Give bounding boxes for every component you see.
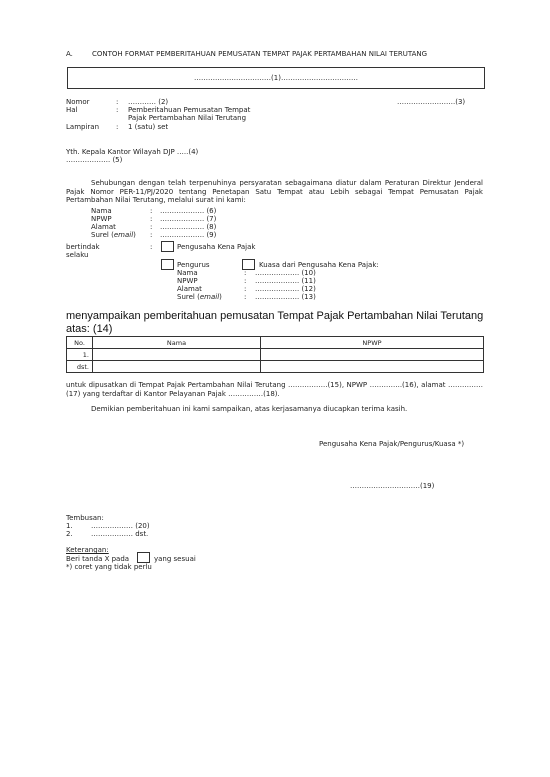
kuasa-nama-value: ………………. (10) [255,269,316,277]
example-checkbox [137,552,150,563]
copies-label: Tembusan: [66,514,104,522]
copy-item-number: 2. [66,530,73,538]
table-header-row [67,337,484,349]
hal-label: Hal [66,106,78,114]
row-npwp[interactable] [261,349,484,361]
row-npwp[interactable] [261,361,484,373]
identity-nama-label: Nama [91,207,112,215]
col-header-npwp: NPWP [261,337,484,349]
identity-surel-value: ………………. (9) [160,231,217,239]
letterhead-placeholder: ……………………………(1)…………………………… [194,74,358,82]
kuasa-nama-label: Nama [177,269,198,277]
row-no: dst. [67,361,93,373]
copy-item-value: ……………… dst. [91,530,149,538]
lampiran-label: Lampiran [66,123,100,131]
statement-heading: menyampaikan pemberitahuan pemusatan Tempat Pajak Pertambahan Nilai Terutang atas: (14) [66,310,484,335]
identity-npwp-value: ………………. (7) [160,215,217,223]
pengurus-option-label: Pengurus [177,261,210,269]
kuasa-alamat-value: ………………. (12) [255,285,316,293]
identity-colon: : [150,223,153,231]
kuasa-npwp-label: NPWP [177,277,198,285]
addressee-line2: ………………. (5) [66,156,123,164]
kuasa-colon: : [244,293,247,301]
row-nama[interactable] [93,361,261,373]
nomor-value: ………… (2) [128,98,169,106]
kuasa-surel-label: Surel (email) [177,293,222,301]
hal-value-line1: Pemberitahuan Pemusatan Tempat [128,106,251,114]
kuasa-surel-word: Surel [177,293,195,301]
centralization-paragraph: untuk dipusatkan di Tempat Pajak Pertambahan Nilai Terutang ……………..(15), NPWP …………..(16), alamat ……………(17) yang terdaftar di Kantor Pelayanan Pajak ……………(18). [66,381,483,398]
closing-sentence: Demikian pemberitahuan ini kami sampaikan, atas kerjasamanya diucapkan terima kasih. [91,405,408,413]
kuasa-option-label: Kuasa dari Pengusaha Kena Pajak: [259,261,379,269]
lampiran-value: 1 (satu) set [128,123,169,131]
acting-label-line2: selaku [66,251,89,259]
identity-colon: : [150,215,153,223]
kuasa-npwp-value: ………………. (11) [255,277,316,285]
acting-label-line1: bertindak [66,243,100,251]
row-no: 1. [67,349,93,361]
identity-alamat-value: ………………. (8) [160,223,217,231]
signatory-title: Pengusaha Kena Pajak/Pengurus/Kuasa *) [319,440,465,448]
intro-paragraph: Sehubungan dengan telah terpenuhinya persyaratan sebagaimana diatur dalam Peraturan Direktur Jenderal Pajak Nomor PER-11/PJ/2020 tentang Penetapan Satu Tempat atau Lebih sebagai Tempat Pemusatan Pajak Pertambahan Nilai Terutang, melalui surat ini kami: [66,179,483,204]
notes-line1-suffix: yang sesuai [154,555,196,563]
pkp-option-label: Pengusaha Kena Pajak [177,243,256,251]
nomor-label: Nomor [66,98,90,106]
table-row [67,349,484,361]
kuasa-alamat-label: Alamat [177,285,202,293]
copy-item-value: ……………… (20) [91,522,150,530]
hal-value-line2: Pajak Pertambahan Nilai Terutang [128,114,247,122]
lampiran-colon: : [116,123,119,131]
notes-label-text: Keterangan: [66,546,109,554]
identity-surel-label: Surel (email) [91,231,136,239]
notes-line1-text: Beri tanda X pada [66,555,130,563]
kuasa-colon: : [244,269,247,277]
nomor-colon: : [116,98,119,106]
identity-alamat-label: Alamat [91,223,116,231]
identity-surel-email: email [113,231,134,239]
kuasa-colon: : [244,285,247,293]
date-value: …………………….(3) [397,98,466,106]
identity-nama-value: ………………. (6) [160,207,217,215]
row-nama[interactable] [93,349,261,361]
kuasa-surel-email: email [199,293,220,301]
addressee-line1: Yth. Kepala Kantor Wilayah DJP …..(4) [66,148,199,156]
identity-colon: : [150,207,153,215]
hal-colon: : [116,106,119,114]
kuasa-surel-value: ………………. (13) [255,293,316,301]
identity-colon: : [150,231,153,239]
col-header-nama: Nama [93,337,261,349]
notes-label [66,546,109,554]
section-letter: A. [66,50,73,58]
taxpayer-table [66,336,484,373]
table-row [67,361,484,373]
copy-item-number: 1. [66,522,73,530]
identity-surel-word: Surel [91,231,109,239]
kuasa-colon: : [244,277,247,285]
signatory-name: …………………………(19) [350,482,435,490]
letterhead-box [67,67,485,89]
identity-npwp-label: NPWP [91,215,112,223]
pengurus-checkbox[interactable] [161,259,174,270]
col-header-no: No. [67,337,93,349]
pkp-checkbox[interactable] [161,241,174,252]
acting-colon: : [150,243,153,251]
section-title: CONTOH FORMAT PEMBERITAHUAN PEMUSATAN TEMPAT PAJAK PERTAMBAHAN NILAI TERUTANG [92,50,428,58]
notes-line2: *) coret yang tidak perlu [66,563,152,571]
